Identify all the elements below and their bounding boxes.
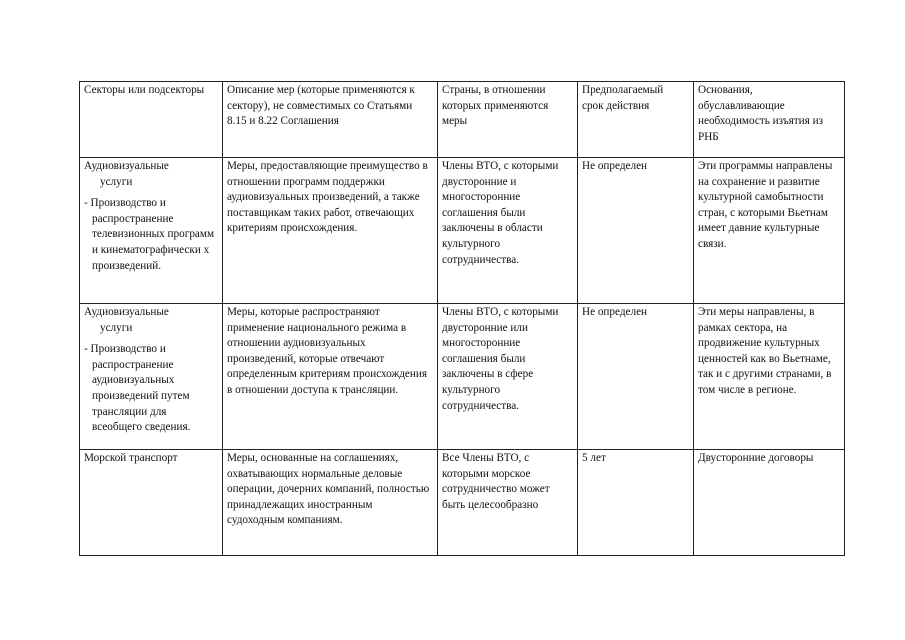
measures-table <box>79 81 845 556</box>
cell-sector: Морской транспорт <box>80 450 223 556</box>
cell-countries: Члены ВТО, с которыми двусторонние и многосторонние соглашения были заключены в области культурного сотрудничества. <box>438 158 578 304</box>
cell-grounds: Двусторонние договоры <box>694 450 845 556</box>
cell-duration: Не определен <box>578 304 694 450</box>
cell-grounds: Эти меры направлены, в рамках сектора, на продвижение культурных ценностей как во Вьетнаме, так и с другими странами, в том числе в регионе. <box>694 304 845 450</box>
header-duration: Предполагаемый срок действия <box>578 82 694 158</box>
cell-grounds: Эти программы направлены на сохранение и развитие культурной самобытности стран, с которыми Вьетнам имеет давние культурные связи. <box>694 158 845 304</box>
sector-title: Аудиовизуальные <box>84 160 169 172</box>
cell-sector <box>80 304 223 450</box>
cell-description: Меры, предоставляющие преимущество в отношении программ поддержки аудиовизуальных произведений, а также поставщикам таких работ, отвечающих критериям происхождения. <box>223 158 438 304</box>
sector-title-cont: услуги <box>100 175 133 188</box>
header-grounds: Основания, обуславливающие необходимость изъятия из РНБ <box>694 82 845 158</box>
header-description: Описание мер (которые применяются к сектору), не совместимых со Статьями 8.15 и 8.22 Соглашения <box>223 82 438 158</box>
cell-description: Меры, основанные на соглашениях, охватывающих нормальные деловые операции, дочерних компаний, полностью принадлежащих иностранным судоходным компаниям. <box>223 450 438 556</box>
cell-duration: Не определен <box>578 158 694 304</box>
cell-duration: 5 лет <box>578 450 694 556</box>
cell-countries: Члены ВТО, с которыми двусторонние или многосторонние соглашения были заключены в сфере культурного сотрудничества. <box>438 304 578 450</box>
table-header-row <box>80 82 845 158</box>
sector-title-cont: услуги <box>100 321 133 334</box>
cell-countries: Все Члены ВТО, с которыми морское сотрудничество может быть целесообразно <box>438 450 578 556</box>
header-countries: Страны, в отношении которых применяются меры <box>438 82 578 158</box>
cell-sector <box>80 158 223 304</box>
table-row <box>80 158 845 304</box>
sector-subsector: - Производство и распространение аудиовизуальных произведений путем трансляции для всеобщего сведения. <box>84 343 191 434</box>
cell-description: Меры, которые распространяют применение национального режима в отношении аудиовизуальных произведений, которые отвечают определенным критериям происхождения в отношении доступа к трансляции. <box>223 304 438 450</box>
sector-subsector: - Производство и распространение телевизионных программ и кинематографически х произведений. <box>84 197 215 272</box>
table-row <box>80 304 845 450</box>
table-row <box>80 450 845 556</box>
sector-title: Аудиовизуальные <box>84 306 169 318</box>
header-sector: Секторы или подсекторы <box>80 82 223 158</box>
